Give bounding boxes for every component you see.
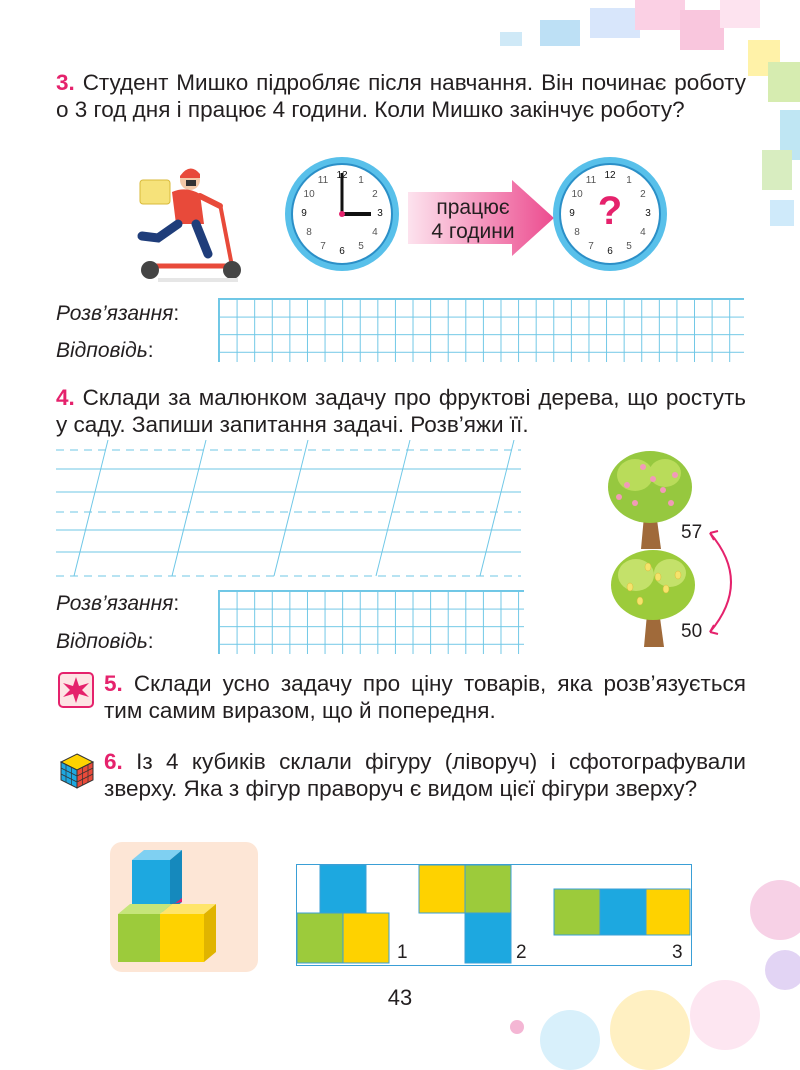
clock-number: 7 — [588, 240, 594, 252]
task-6-text — [104, 748, 746, 802]
question-mark: ? — [597, 189, 623, 233]
option-label-1: 1 — [397, 942, 408, 963]
clock-number: 6 — [339, 246, 345, 257]
answer-label-1: Відповідь: — [56, 339, 154, 362]
task-5-body: Склади усно задачу про ціну товарів, яка розв’язується тим самим виразом, що й попередня. — [104, 671, 746, 723]
clock-number: 4 — [640, 227, 646, 238]
clock-number: 11 — [317, 175, 329, 187]
solution-grid-2[interactable] — [218, 590, 524, 654]
tree-bottom-count: 50 — [681, 621, 703, 642]
writing-lines[interactable] — [56, 440, 521, 580]
clock-end-unknown — [551, 155, 669, 273]
clock-number: 5 — [358, 240, 364, 252]
clock-number: 5 — [626, 240, 632, 252]
task-3-body: Студент Мишко підробляє після навчання. Він починає роботу о 3 год дня і працює 4 години. Коли Мишко закінчує роботу? — [56, 70, 746, 122]
clock-number: 8 — [574, 227, 580, 238]
clock-number: 3 — [645, 208, 651, 219]
clock-number: 2 — [640, 189, 646, 200]
option-label-3: 3 — [672, 942, 683, 963]
answer-label-2: Відповідь: — [56, 630, 154, 653]
oral-task-icon — [58, 672, 94, 708]
task-6-number: 6. — [104, 749, 123, 774]
view-options-frame — [296, 864, 692, 966]
task-4-body: Склади за малюнком задачу про фруктові дерева, що ростуть у саду. Запиши запитання задачі. Розв’яжи її. — [56, 385, 746, 437]
solution-label-1: Розв’язання: — [56, 302, 180, 325]
tree-top-count: 57 — [681, 522, 703, 543]
page-number: 43 — [387, 985, 413, 1010]
courier-on-scooter-illustration — [128, 158, 250, 284]
clock-numbers — [283, 155, 401, 273]
clock-number: 12 — [604, 170, 616, 181]
clock-number: 3 — [377, 208, 383, 219]
task-3-text — [56, 69, 746, 123]
task-5-number: 5. — [104, 671, 123, 696]
solution-label-2: Розв’язання: — [56, 592, 180, 615]
clock-number: 6 — [607, 246, 613, 257]
difference-arrow-icon — [700, 525, 750, 640]
arrow-label — [418, 196, 528, 244]
clock-number: 9 — [569, 208, 575, 219]
clock-number: 11 — [585, 175, 597, 187]
clock-number: 9 — [301, 208, 307, 219]
clock-number: 8 — [306, 227, 312, 238]
task-3-number: 3. — [56, 70, 75, 95]
task-4-number: 4. — [56, 385, 75, 410]
clock-number: 4 — [372, 227, 378, 238]
clock-number: 10 — [571, 189, 583, 200]
arrow-label-line2: 4 години — [431, 220, 515, 243]
clock-number: 2 — [372, 189, 378, 200]
clock-number: 1 — [358, 175, 364, 187]
arrow-label-line1: працює — [436, 196, 510, 219]
option-label-2: 2 — [516, 942, 527, 963]
clock-number: 12 — [336, 170, 348, 181]
task-5-text — [104, 670, 746, 724]
cube-figure-illustration — [110, 842, 258, 972]
task-4-text — [56, 384, 746, 438]
task-6-body: Із 4 кубиків склали фігуру (ліворуч) і сфотографували зверху. Яка з фігур праворуч є видом цієї фігури зверху? — [104, 749, 746, 801]
clock-start-3-oclock — [283, 155, 401, 273]
rubiks-cube-icon — [58, 752, 96, 790]
clock-number: 10 — [303, 189, 315, 200]
clock-number: 7 — [320, 240, 326, 252]
clock-number: 1 — [626, 175, 632, 187]
solution-grid-1[interactable] — [218, 298, 744, 362]
